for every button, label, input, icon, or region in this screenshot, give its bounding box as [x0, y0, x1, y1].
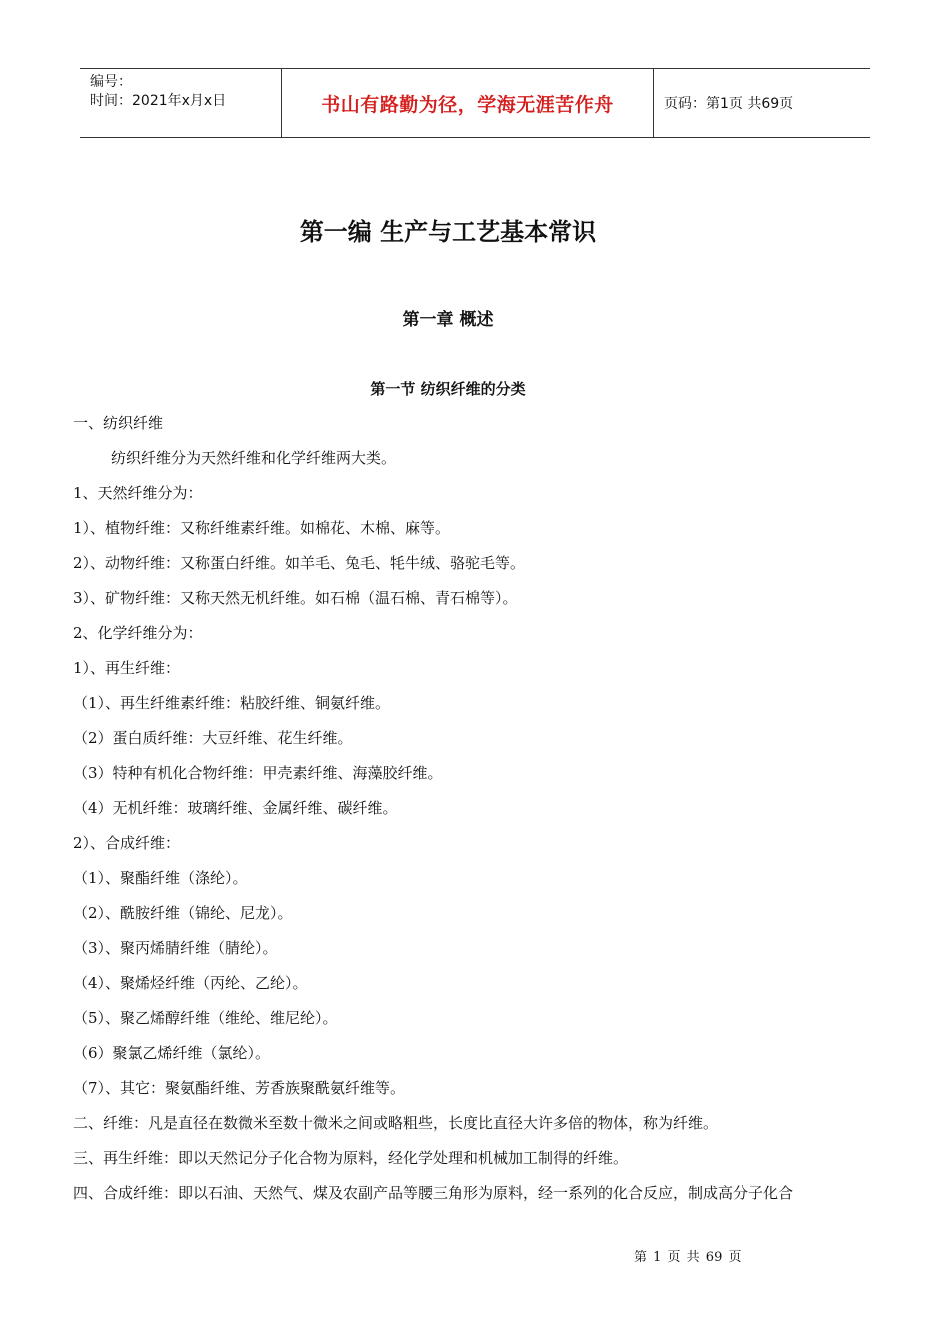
body-line: 2）、动物纤维：又称蛋白纤维。如羊毛、兔毛、牦牛绒、骆驼毛等。 — [73, 554, 526, 572]
body-line: （2）蛋白质纤维：大豆纤维、花生纤维。 — [73, 729, 353, 747]
header-page-cell — [654, 69, 870, 137]
body-line: 1、天然纤维分为： — [73, 484, 203, 502]
body-line: （1）、聚酯纤维（涤纶）。 — [73, 869, 248, 887]
body-line: 一、纺织纤维 — [73, 414, 164, 432]
body-line: 纺织纤维分为天然纤维和化学纤维两大类。 — [111, 449, 397, 467]
body-line: 二、纤维：凡是直径在数微米至数十微米之间或略粗些，长度比直径大许多倍的物体，称为纤维。 — [73, 1114, 719, 1132]
header-motto-cell — [281, 69, 654, 137]
document-header — [80, 68, 870, 138]
body-line: 2、化学纤维分为： — [73, 624, 203, 642]
part-title: 第一编 生产与工艺基本常识 — [299, 218, 597, 246]
body-line: （4）、聚烯烃纤维（丙纶、乙纶）。 — [73, 974, 308, 992]
header-meta — [80, 69, 281, 137]
body-line: （6）聚氯乙烯纤维（氯纶）。 — [73, 1044, 271, 1062]
body-line: （3）特种有机化合物纤维：甲壳素纤维、海藻胶纤维。 — [73, 764, 443, 782]
page-label: 页码：第1页 共69页 — [664, 96, 794, 112]
body-line: （4）无机纤维：玻璃纤维、金属纤维、碳纤维。 — [73, 799, 398, 817]
body-line: 四、合成纤维：即以石油、天然气、煤及农副产品等腰三角形为原料，经一系列的化合反应，制成高分子化合 — [73, 1184, 794, 1202]
section-title: 第一节 纺织纤维的分类 — [370, 380, 526, 398]
number-label: 编号： — [90, 74, 132, 90]
body-line: （7）、其它：聚氨酯纤维、芳香族聚酰氨纤维等。 — [73, 1079, 406, 1097]
body-line: （5）、聚乙烯醇纤维（维纶、维尼纶）。 — [73, 1009, 338, 1027]
body-line: 3）、矿物纤维：又称天然无机纤维。如石棉（温石棉、青石棉等）。 — [73, 589, 518, 607]
chapter-title: 第一章 概述 — [402, 310, 494, 330]
body-line: 2）、合成纤维： — [73, 834, 181, 852]
document-body — [73, 412, 883, 1217]
body-line: 1）、再生纤维： — [73, 659, 181, 677]
body-line: （1）、再生纤维素纤维：粘胶纤维、铜氨纤维。 — [73, 694, 391, 712]
body-line: （3）、聚丙烯腈纤维（腈纶）。 — [73, 939, 278, 957]
body-line: （2）、酰胺纤维（锦纶、尼龙）。 — [73, 904, 293, 922]
motto: 书山有路勤为径，学海无涯苦作舟 — [321, 93, 614, 116]
page-footer: 第 1 页 共 69 页 — [634, 1250, 742, 1265]
body-line: 三、再生纤维：即以天然记分子化合物为原料，经化学处理和机械加工制得的纤维。 — [73, 1149, 629, 1167]
time-label: 时间：2021年x月x日 — [90, 93, 227, 109]
body-line: 1）、植物纤维：又称纤维素纤维。如棉花、木棉、麻等。 — [73, 519, 451, 537]
